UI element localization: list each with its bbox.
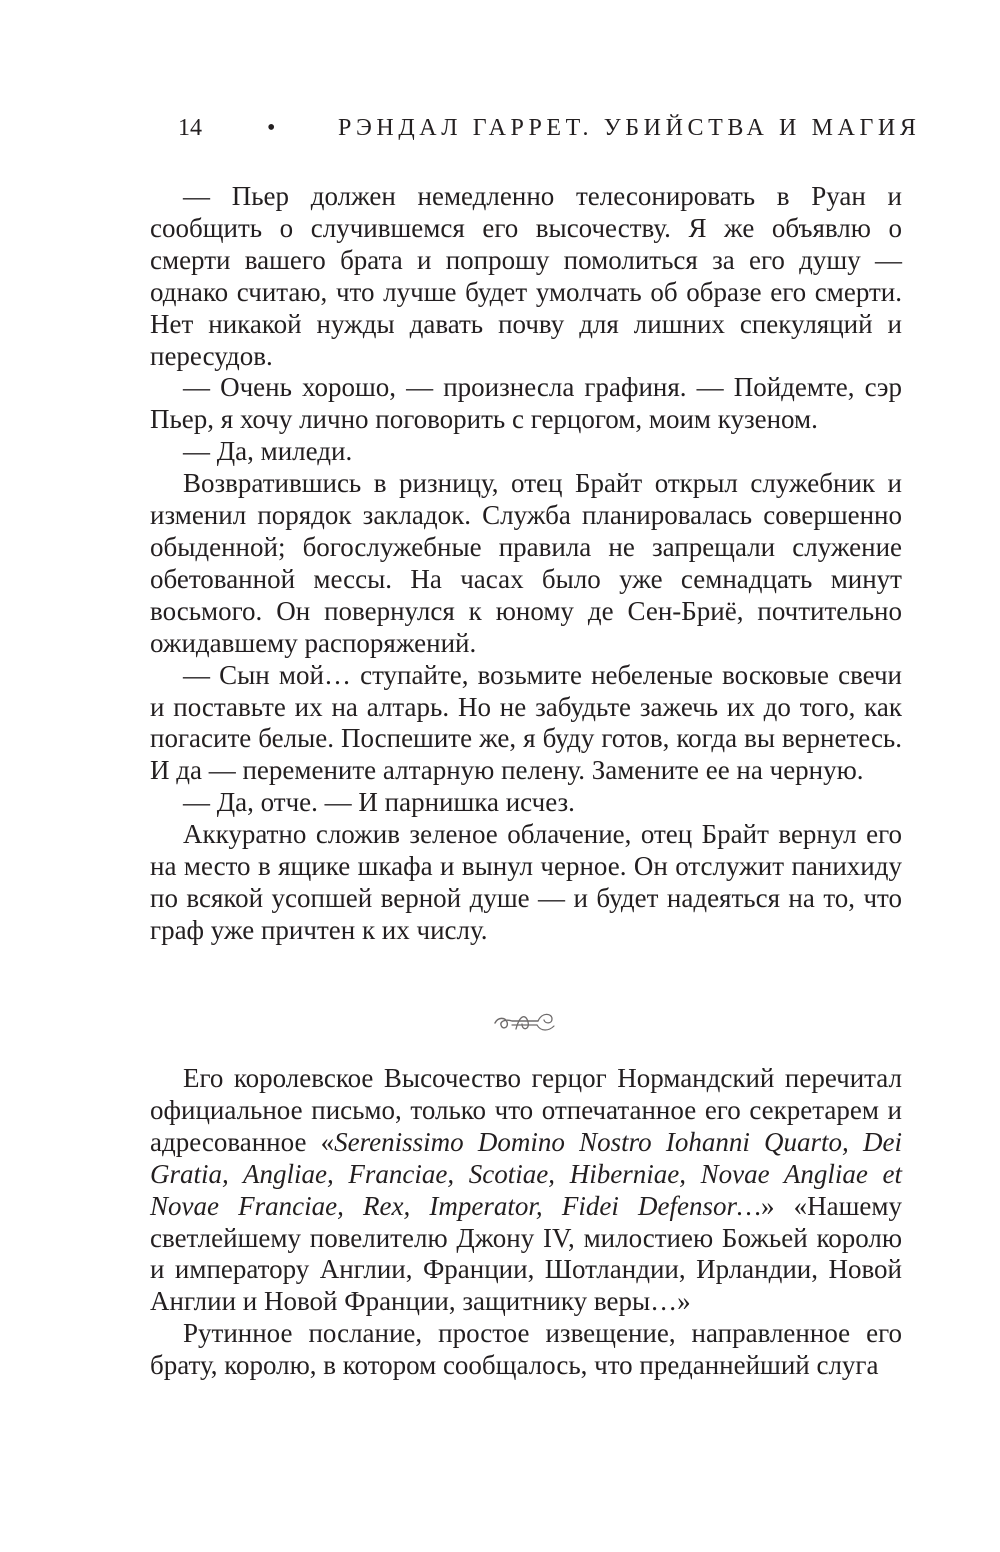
running-title: РЭНДАЛ ГАРРЕТ. УБИЙСТВА И МАГИЯ	[338, 115, 921, 141]
latin-address: Serenissimo Domino Nostro Iohanni Quarto, Dei Gratia, Angliae, Franciae, Scotiae, Hiberniae, Novae Angliae et Novae Franciae, Rex, Imperator, Fidei Defensor…	[150, 1126, 902, 1221]
paragraph	[150, 1063, 902, 1318]
paragraph: Аккуратно сложив зеленое облачение, отец Брайт вернул его на место в ящике шкафа и вынул черное. Он отслужит панихиду по всякой усопшей верной душе — и будет надеяться на то, что граф уже причтен к их числу.	[150, 819, 902, 945]
paragraph-text: Его королевское Высочество герцог Нормандский перечитал официальное письмо, только что отпечатанное его секретарем и адресованное «	[150, 1063, 902, 1157]
paragraph: — Очень хорошо, — произнесла графиня. — Пойдемте, сэр Пьер, я хочу лично поговорить с герцогом, моим кузеном.	[150, 372, 902, 435]
page-number: 14	[178, 115, 202, 141]
paragraph: Рутинное послание, простое извещение, направленное его брату, королю, в котором сообщалось, что преданнейший слуга	[150, 1318, 902, 1381]
running-head	[178, 108, 921, 148]
paragraph: — Да, миледи.	[183, 436, 353, 467]
fleuron-scroll-icon	[492, 1008, 558, 1036]
paragraph: — Да, отче. — И парнишка исчез.	[183, 787, 575, 818]
paragraph-text: » «Нашему светлейшему повелителю Джону IV, милостиею Божьей королю и императору Англии, Франции, Шотландии, Ирландии, Новой Англии и Новой Франции, защитнику веры…»	[150, 1190, 902, 1317]
header-separator: •	[267, 115, 276, 141]
paragraph: Возвратившись в ризницу, отец Брайт открыл служебник и изменил порядок закладок. Служба планировалась совершенно обыденной; богослужебные правила не запрещали служение обетованной мессы. На часах было уже семнадцать минут восьмого. Он повернулся к юному де Сен-Бриё, почтительно ожидавшему распоряжений.	[150, 468, 902, 658]
section-1-text	[150, 181, 902, 947]
paragraph: — Сын мой… ступайте, возьмите небеленые восковые свечи и поставьте их на алтарь. Но не забудьте зажечь их до того, как погасите белые. Поспешите же, я буду готов, когда вы вернетесь. И да — перемените алтарную пелену. Замените ее на черную.	[150, 659, 902, 786]
paragraph: — Пьер должен немедленно телесонировать в Руан и сообщить о случившемся его высочеству. Я же объявлю о смерти вашего брата и попрошу помолиться за его душу — однако считаю, что лучше будет умолчать об образе его смерти. Нет никакой нужды давать почву для лишних спекуляций и пересудов.	[150, 181, 902, 371]
section-2-text	[150, 1063, 902, 1382]
